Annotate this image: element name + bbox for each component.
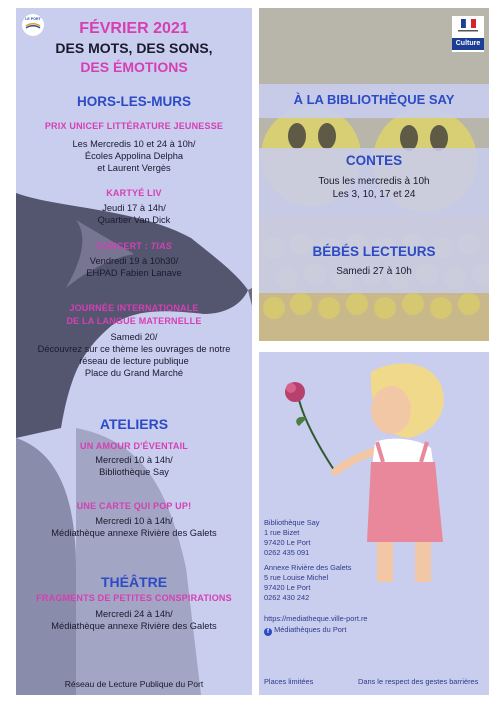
address-annexe: Annexe Rivière des Galets 5 rue Louise Michel 97420 Le Port 0262 430 242 <box>264 563 352 602</box>
concert-title: CONCERT : TIAS <box>96 241 172 251</box>
carte-details: Mercredi 10 à 14h/ Médiathèque annexe Rivière des Galets <box>51 516 217 538</box>
french-flag-icon <box>452 16 484 34</box>
bibliotheque-say-panel <box>259 8 489 341</box>
unicef-title: PRIX UNICEF LITTÉRATURE JEUNESSE <box>44 121 224 131</box>
address-bibliotheque-say: Bibliothèque Say 1 rue Bizet 97420 Le Port 0262 435 091 <box>264 518 320 557</box>
network-footer: Réseau de Lecture Publique du Port <box>64 679 204 689</box>
ateliers-heading: ATELIERS <box>99 416 169 432</box>
fragments-title: FRAGMENTS DE PETITES CONSPIRATIONS <box>36 593 232 603</box>
journee-title: JOURNÉE INTERNATIONALE DE LA LANGUE MATERNELLE <box>66 303 202 326</box>
poster-title-line2: DES ÉMOTIONS <box>80 59 188 75</box>
program-panel <box>16 8 252 695</box>
bibliotheque-heading: À LA BIBLIOTHÈQUE SAY <box>293 92 455 107</box>
kartye-details: Jeudi 17 à 14h/ Quartier Van Dick <box>97 203 171 225</box>
carte-title: UNE CARTE QUI POP UP! <box>76 501 192 511</box>
eventail-title: UN AMOUR D'ÉVENTAIL <box>80 441 188 451</box>
contact-panel <box>259 352 489 695</box>
unicef-details: Les Mercredis 10 et 24 à 10h/ Écoles Appolina Delpha et Laurent Vergès <box>72 139 196 173</box>
contes-heading: CONTES <box>345 153 403 168</box>
gestes-barrieres: Dans le respect des gestes barrières <box>358 677 479 686</box>
poster-title-line1: DES MOTS, DES SONS, <box>55 40 213 56</box>
concert-details: Vendredi 19 à 10h30/ EHPAD Fabien Lanave <box>86 256 182 278</box>
kartye-title: KARTYÉ LIV <box>106 188 162 198</box>
poster-month: FÉVRIER 2021 <box>79 20 189 37</box>
places-limitees: Places limitées <box>264 677 314 686</box>
eventail-details: Mercredi 10 à 14h/ Bibliothèque Say <box>95 455 173 477</box>
fragments-details: Mercredi 24 à 14h/ Médiathèque annexe Rivière des Galets <box>51 609 217 631</box>
facebook-link[interactable]: f Médiathèques du Port <box>264 625 346 636</box>
website-link[interactable]: https://mediatheque.ville-port.re <box>264 614 368 623</box>
ministere-culture-logo: Culture <box>452 16 484 52</box>
hors-les-murs-heading: HORS-LES-MURS <box>77 94 191 109</box>
le-port-logo: LE PORT <box>22 14 44 36</box>
contes-details: Tous les mercredis à 10h Les 3, 10, 17 et 24 <box>318 176 430 200</box>
bebes-heading: BÉBÉS LECTEURS <box>312 244 436 259</box>
theatre-heading: THÉÂTRE <box>100 574 168 590</box>
journee-details: Samedi 20/ Découvrez sur ce thème les ouvrages de notre réseau de lecture publique Place du Grand Marché <box>37 332 231 378</box>
facebook-icon: f <box>264 628 272 636</box>
bebes-details: Samedi 27 à 10h <box>336 266 412 277</box>
